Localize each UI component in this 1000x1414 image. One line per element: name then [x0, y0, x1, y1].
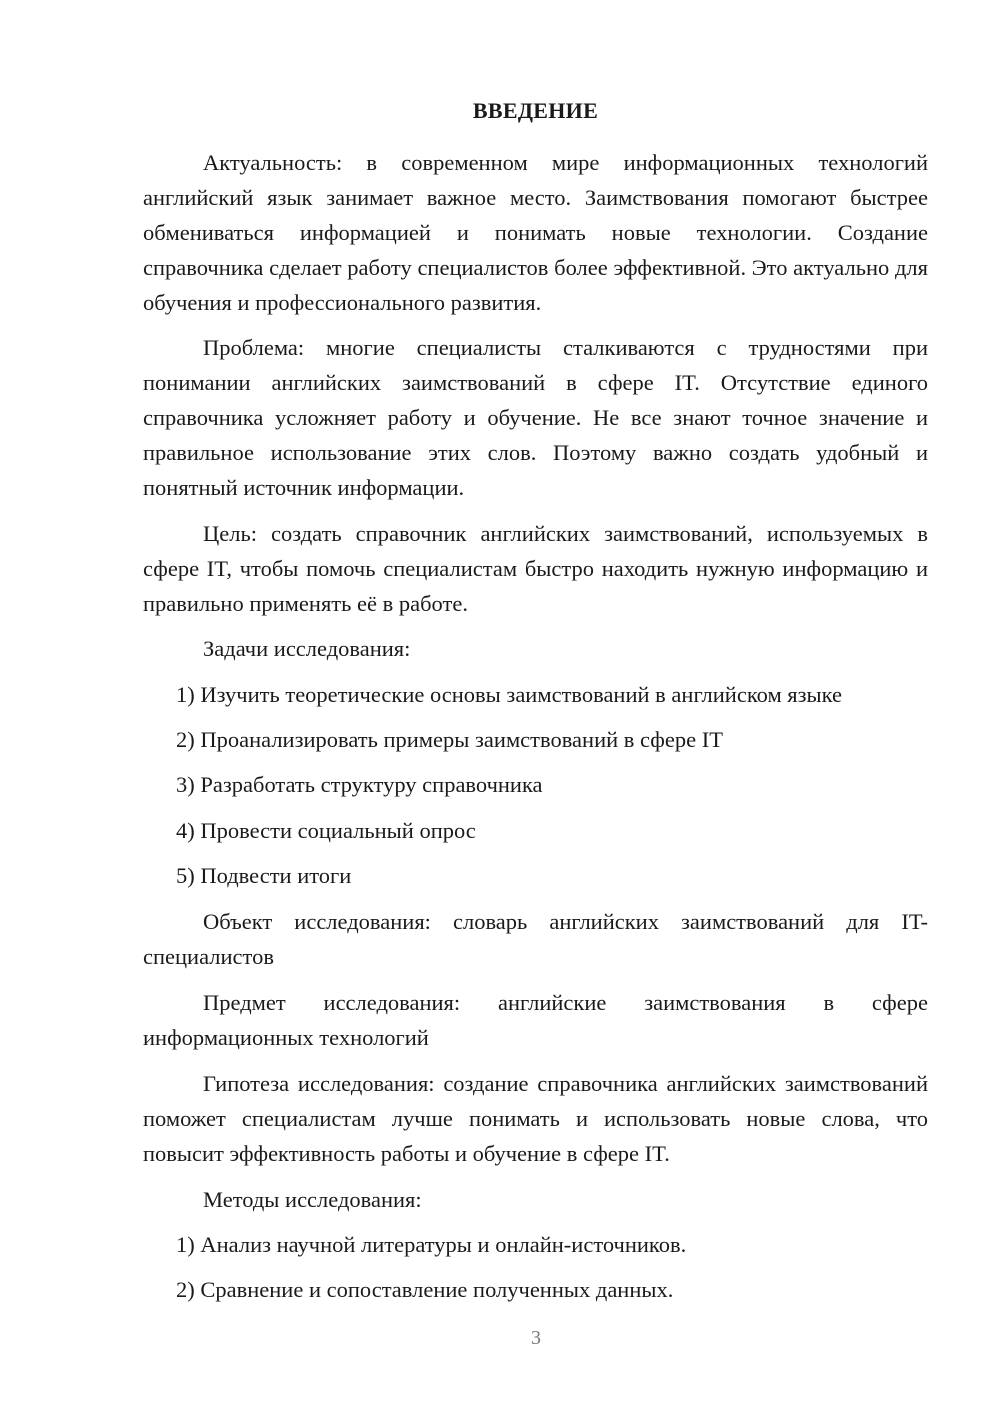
problem-paragraph: Проблема: многие специалисты сталкиваются с трудностями при понимании английских заимствований в сфере IT. Отсутствие единого справочника усложняет работу и обучение. Не все знают точное значение и правильное использование этих слов. Поэтому важно создать удобный и понятный источник информации.	[143, 335, 928, 500]
task-item: 5) Подвести итоги	[176, 863, 352, 888]
hypothesis-paragraph: Гипотеза исследования: создание справочника английских заимствований поможет специалистам лучше понимать и использовать новые слова, что повысит эффективность работы и обучение в сфере IT.	[143, 1071, 928, 1166]
page-number: 3	[531, 1327, 541, 1349]
task-item: 3) Разработать структуру справочника	[176, 772, 543, 797]
method-item: 1) Анализ научной литературы и онлайн-источников.	[176, 1232, 687, 1257]
method-item: 2) Сравнение и сопоставление полученных данных.	[176, 1277, 674, 1302]
task-item: 2) Проанализировать примеры заимствований в сфере IT	[176, 727, 723, 752]
object-paragraph: Объект исследования: словарь английских заимствований для IT-специалистов	[143, 909, 928, 969]
relevance-paragraph: Актуальность: в современном мире информационных технологий английский язык занимает важное место. Заимствования помогают быстрее обмениваться информацией и понимать новые технологии. Создание справочника сделает работу специалистов более эффективной. Это актуально для обучения и профессионального развития.	[143, 150, 928, 315]
goal-paragraph: Цель: создать справочник английских заимствований, используемых в сфере IT, чтобы помочь специалистам быстро находить нужную информацию и правильно применять её в работе.	[143, 521, 928, 616]
task-item: 1) Изучить теоретические основы заимствований в английском языке	[176, 682, 843, 707]
task-item: 4) Провести социальный опрос	[176, 818, 476, 843]
tasks-heading: Задачи исследования:	[203, 636, 411, 661]
methods-heading: Методы исследования:	[203, 1187, 422, 1212]
subject-paragraph: Предмет исследования: английские заимствования в сфере информационных технологий	[143, 990, 928, 1050]
section-heading: ВВЕДЕНИЕ	[472, 98, 599, 123]
